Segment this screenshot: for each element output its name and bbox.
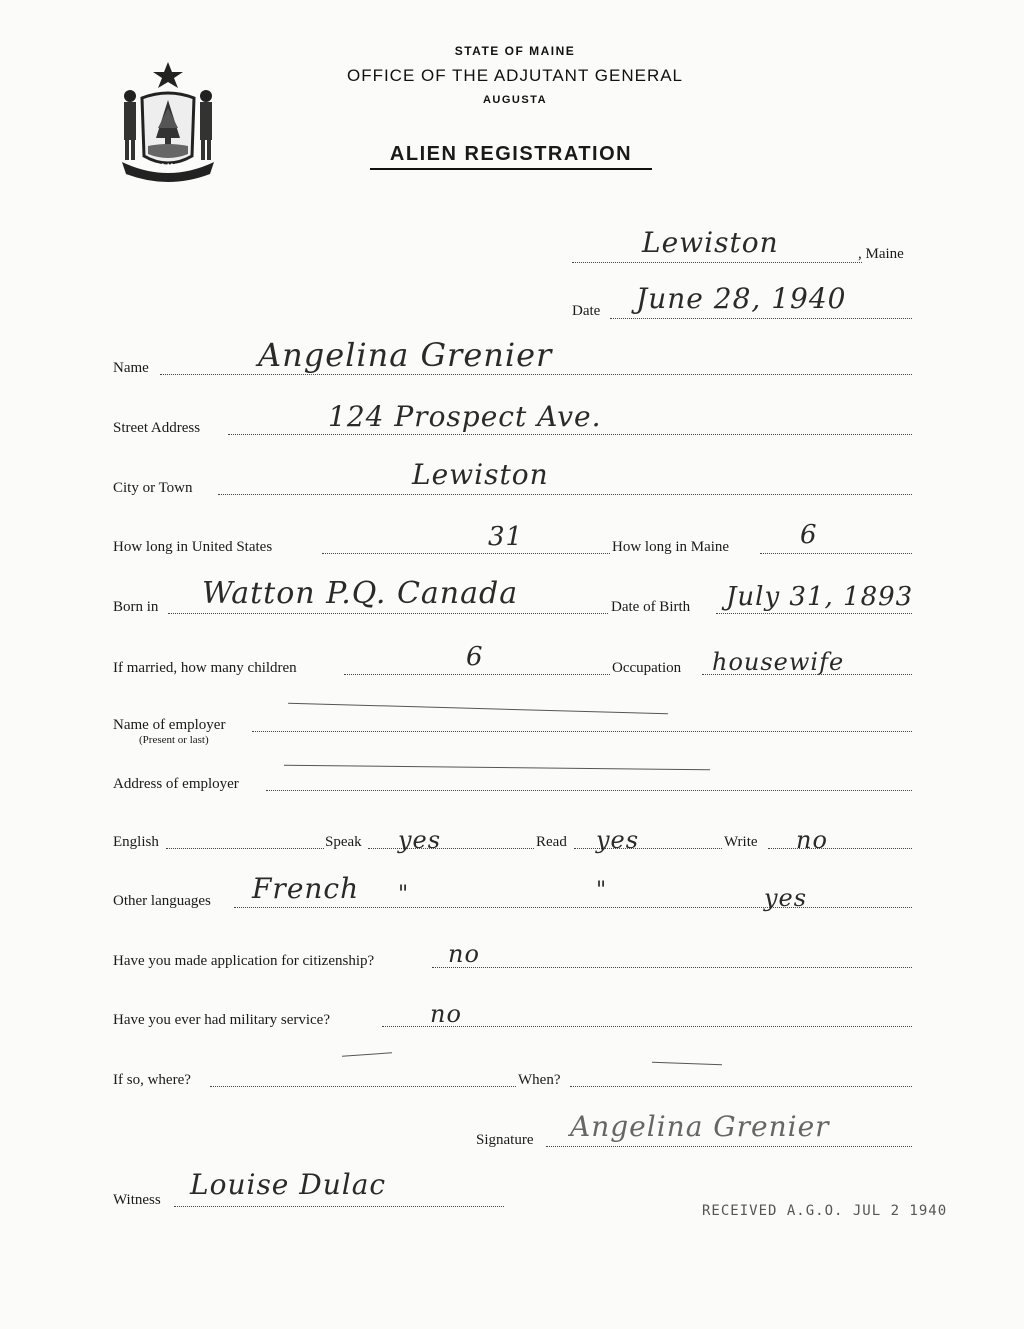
speak-line xyxy=(368,848,534,849)
street-label: Street Address xyxy=(113,420,201,436)
state-heading: STATE OF MAINE xyxy=(454,44,576,58)
where-dash xyxy=(342,1052,392,1056)
how-long-maine-line xyxy=(760,553,912,554)
street-value: 124 Prospect Ave. xyxy=(328,400,602,433)
dob-label: Date of Birth xyxy=(611,599,691,615)
city-heading: AUGUSTA xyxy=(482,94,548,106)
other-languages-line xyxy=(234,907,912,908)
street-line xyxy=(228,434,912,435)
dob-line xyxy=(716,613,912,614)
received-stamp: RECEIVED A.G.O. JUL 2 1940 xyxy=(702,1203,948,1219)
witness-value: Louise Dulac xyxy=(190,1168,387,1201)
children-value: 6 xyxy=(466,642,484,672)
read-value: yes xyxy=(596,826,640,854)
born-label: Born in xyxy=(113,599,159,615)
date-value: June 28, 1940 xyxy=(636,282,847,315)
write-label: Write xyxy=(724,834,758,850)
other-read-value: " xyxy=(596,878,608,903)
how-long-us-line xyxy=(322,553,610,554)
write-line xyxy=(768,848,912,849)
dob-value: July 31, 1893 xyxy=(726,582,914,612)
born-line xyxy=(168,613,608,614)
other-write-value: yes xyxy=(764,884,808,912)
when-label: When? xyxy=(518,1072,561,1088)
place-line xyxy=(572,262,862,263)
citizenship-line xyxy=(432,967,912,968)
where-label: If so, where? xyxy=(113,1072,191,1088)
date-label: Date xyxy=(572,303,601,319)
city-value: Lewiston xyxy=(412,458,549,491)
occupation-label: Occupation xyxy=(612,660,682,676)
children-label: If married, how many children xyxy=(113,660,297,676)
english-label: English xyxy=(113,834,159,850)
write-value: no xyxy=(796,826,828,854)
state-seal xyxy=(112,58,224,182)
other-languages-value: French xyxy=(252,872,360,905)
witness-label: Witness xyxy=(113,1192,161,1208)
read-label: Read xyxy=(536,834,567,850)
how-long-maine-value: 6 xyxy=(800,520,818,550)
name-label: Name xyxy=(113,360,149,376)
speak-value: yes xyxy=(398,826,442,854)
children-line xyxy=(344,674,610,675)
other-speak-value: " xyxy=(398,882,410,907)
form-title: ALIEN REGISTRATION xyxy=(370,143,652,170)
how-long-maine-label: How long in Maine xyxy=(612,539,730,555)
english-line xyxy=(166,848,324,849)
employer-address-line xyxy=(266,790,912,791)
military-value: no xyxy=(430,1000,462,1028)
witness-line xyxy=(174,1206,504,1207)
city-line xyxy=(218,494,912,495)
citizenship-label: Have you made application for citizenship? xyxy=(113,953,375,969)
born-value: Watton P.Q. Canada xyxy=(202,576,519,611)
city-label: City or Town xyxy=(113,480,193,496)
military-label: Have you ever had military service? xyxy=(113,1012,330,1028)
signature-label: Signature xyxy=(476,1132,534,1148)
occupation-value: housewife xyxy=(712,648,845,676)
how-long-us-value: 31 xyxy=(488,522,524,552)
signature-value: Angelina Grenier xyxy=(570,1110,830,1143)
employer-address-dash xyxy=(284,765,710,770)
signature-line xyxy=(546,1146,912,1147)
employer-sublabel: (Present or last) xyxy=(139,734,209,746)
when-dash xyxy=(652,1062,722,1065)
seal-motto: MAINE xyxy=(151,162,185,172)
employer-line xyxy=(252,731,912,732)
other-languages-label: Other languages xyxy=(113,893,211,909)
when-line xyxy=(570,1086,912,1087)
how-long-us-label: How long in United States xyxy=(113,539,273,555)
where-line xyxy=(210,1086,516,1087)
employer-label: Name of employer xyxy=(113,717,226,733)
name-line xyxy=(160,374,912,375)
citizenship-value: no xyxy=(448,940,480,968)
place-suffix: , Maine xyxy=(858,246,904,262)
employer-address-label: Address of employer xyxy=(113,776,239,792)
office-heading: OFFICE OF THE ADJUTANT GENERAL xyxy=(346,66,684,85)
speak-label: Speak xyxy=(325,834,362,850)
name-value: Angelina Grenier xyxy=(258,336,553,374)
date-line xyxy=(610,318,912,319)
employer-dash xyxy=(288,703,668,715)
place-value: Lewiston xyxy=(642,226,779,259)
